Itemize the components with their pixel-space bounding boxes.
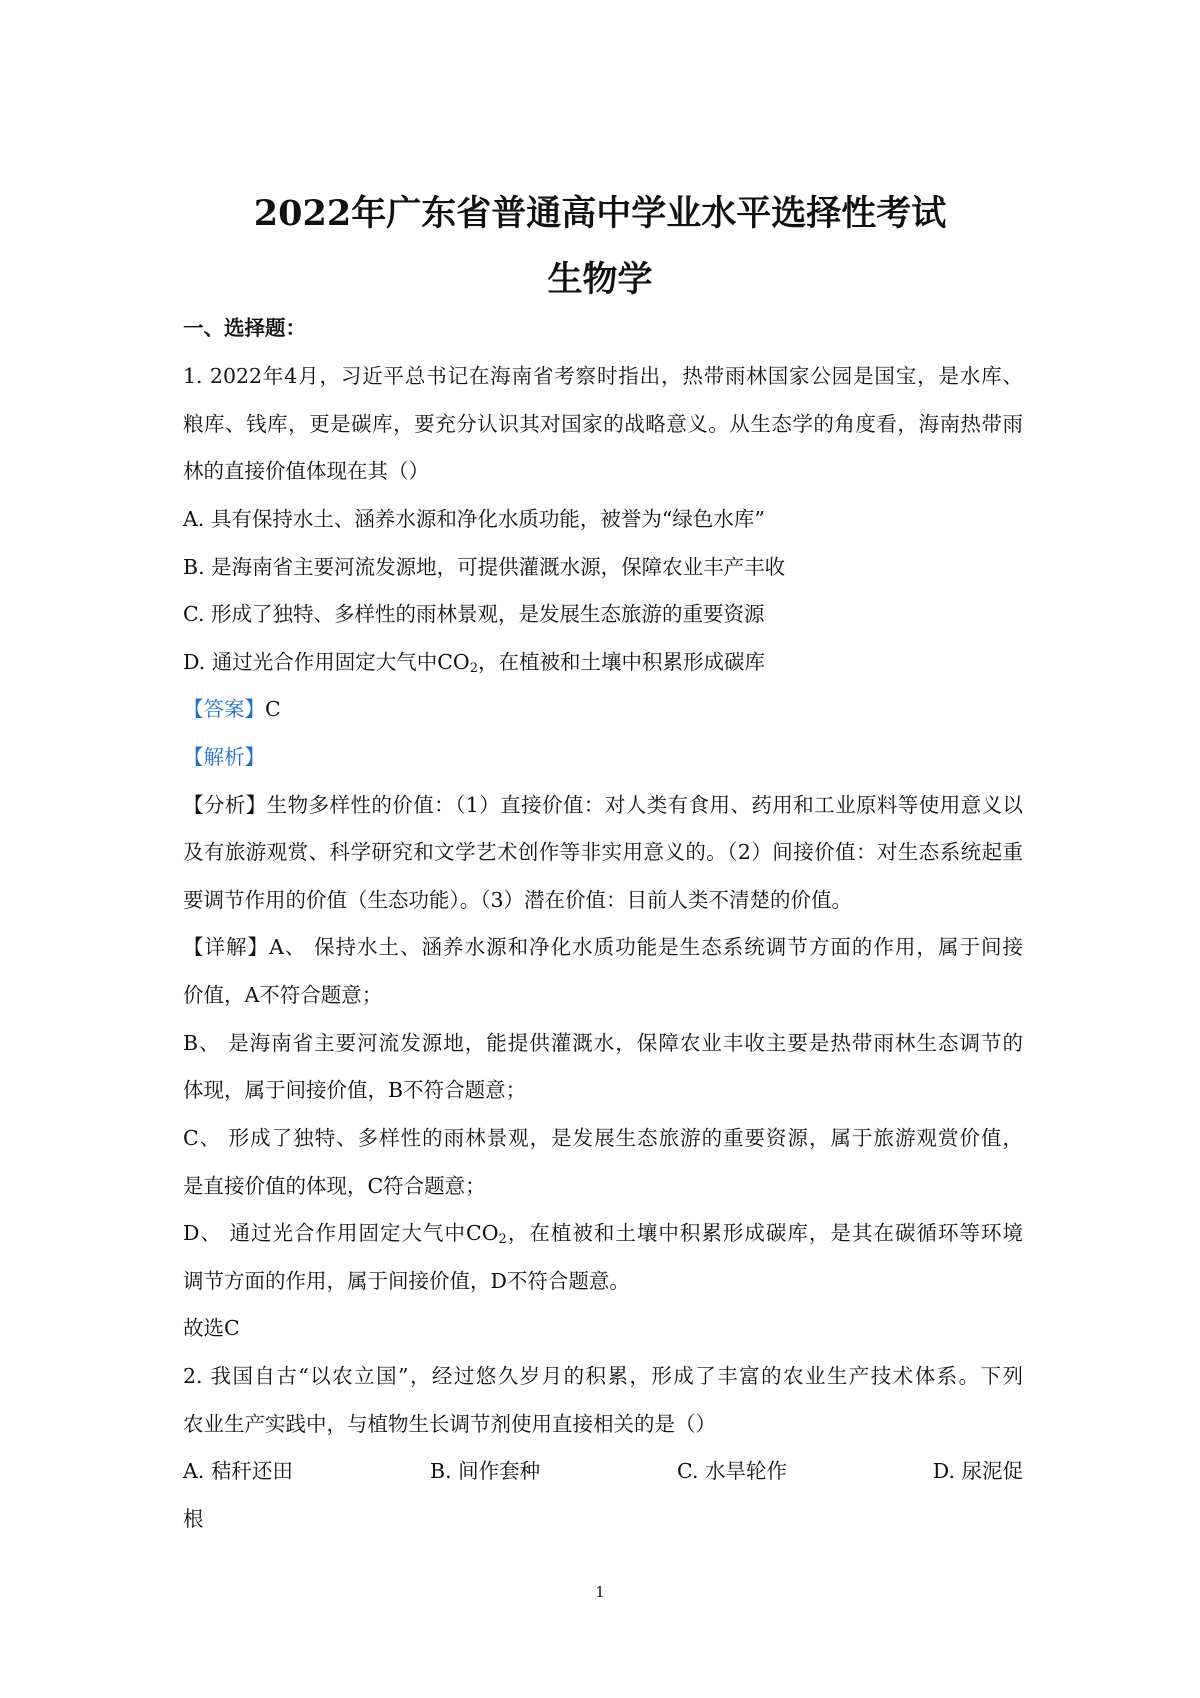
page-title: 2022年广东省普通高中学业水平选择性考试: [253, 193, 947, 234]
detail-d-pre: D、 通过光合作用固定大气中CO: [183, 1221, 499, 1245]
q1-option-d-pre: D. 通过光合作用固定大气中CO: [183, 650, 470, 674]
q1-option-b: B. 是海南省主要河流发源地，可提供灌溉水源，保障农业丰产丰收: [183, 555, 786, 579]
q2-option-c: C. 水旱轮作: [677, 1459, 787, 1483]
q1-detail-b-line-1: B、 是海南省主要河流发源地，能提供灌溉水，保障农业丰收主要是热带雨林生态调节的: [183, 1031, 1023, 1055]
q1-detail-a-line-1: [183, 933, 1023, 961]
q1-detail-d-line-1: [183, 1219, 1023, 1254]
q2-stem-line-1: 2. 我国自古“以农立国”，经过悠久岁月的积累，形成了丰富的农业生产技术体系。下列: [183, 1364, 1023, 1388]
q1-analysis-line-1: [183, 791, 1023, 819]
q2-option-a: A. 秸秆还田: [183, 1459, 293, 1483]
q1-option-d: [183, 648, 1023, 683]
q1-answer: [183, 695, 1023, 723]
q2-stem-line-2: 农业生产实践中，与植物生长调节剂使用直接相关的是（）: [183, 1412, 716, 1436]
detail-d-post: ，在植被和土壤中积累形成碳库，是其在碳循环等环境: [506, 1221, 1023, 1245]
q1-option-d-subscript: 2: [469, 661, 479, 676]
q1-detail-b-line-2: 体现，属于间接价值，B不符合题意；: [183, 1078, 527, 1102]
q2-option-b: B. 间作套种: [430, 1459, 541, 1483]
q1-stem-line-3: 林的直接价值体现在其（）: [183, 459, 429, 483]
q1-analysis-line-2: 及有旅游观赏、科学研究和文学艺术创作等非实用意义的。（2）间接价值：对生态系统起重: [183, 840, 1023, 864]
q1-option-a: A. 具有保持水土、涵养水源和净化水质功能，被誉为“绿色水库”: [183, 507, 765, 531]
q1-detail-a-line-2: 价值，A不符合题意；: [183, 983, 383, 1007]
answer-tag: 【答案】: [183, 697, 265, 721]
q2-options-row: [183, 1457, 1023, 1485]
q2-option-d-wrap: 根: [183, 1507, 204, 1531]
q1-conclusion: 故选C: [183, 1316, 240, 1340]
q1-option-d-post: ，在植被和土壤中积累形成碳库: [478, 650, 766, 674]
q1-stem-line-2: 粮库、钱库，更是碳库，要充分认识其对国家的战略意义。从生态学的角度看，海南热带雨: [183, 412, 1023, 436]
analysis-text-1: 生物多样性的价值：（1）直接价值：对人类有食用、药用和工业原料等使用意义以: [266, 793, 1024, 817]
section-heading: 一、选择题：: [183, 316, 306, 340]
q1-detail-d-line-2: 调节方面的作用，属于间接价值，D不符合题意。: [183, 1269, 630, 1293]
q1-option-c: C. 形成了独特、多样性的雨林景观，是发展生态旅游的重要资源: [183, 602, 765, 626]
analysis-tag: 【解析】: [183, 745, 265, 769]
q2-option-d: D. 尿泥促: [932, 1459, 1023, 1483]
q1-detail-c-line-1: C、 形成了独特、多样性的雨林景观，是发展生态旅游的重要资源，属于旅游观赏价值，: [183, 1126, 1023, 1150]
q1-detail-c-line-2: 是直接价值的体现，C符合题意；: [183, 1174, 486, 1198]
detail-tag: 【详解】: [183, 935, 270, 959]
page-number: 1: [595, 1583, 605, 1601]
q1-stem-line-1: 1. 2022年4月，习近平总书记在海南省考察时指出，热带雨林国家公园是国宝，是水库、: [183, 364, 1023, 388]
page-subtitle: 生物学: [547, 259, 653, 300]
detail-d-subscript: 2: [498, 1232, 507, 1247]
detail-a-text: A、 保持水土、涵养水源和净化水质功能是生态系统调节方面的作用，属于间接: [269, 935, 1023, 959]
analysis-sub-tag: 【分析】: [183, 793, 267, 817]
q1-analysis-line-3: 要调节作用的价值（生态功能）。（3）潜在价值：目前人类不清楚的价值。: [183, 888, 853, 912]
answer-value: C: [265, 697, 281, 721]
